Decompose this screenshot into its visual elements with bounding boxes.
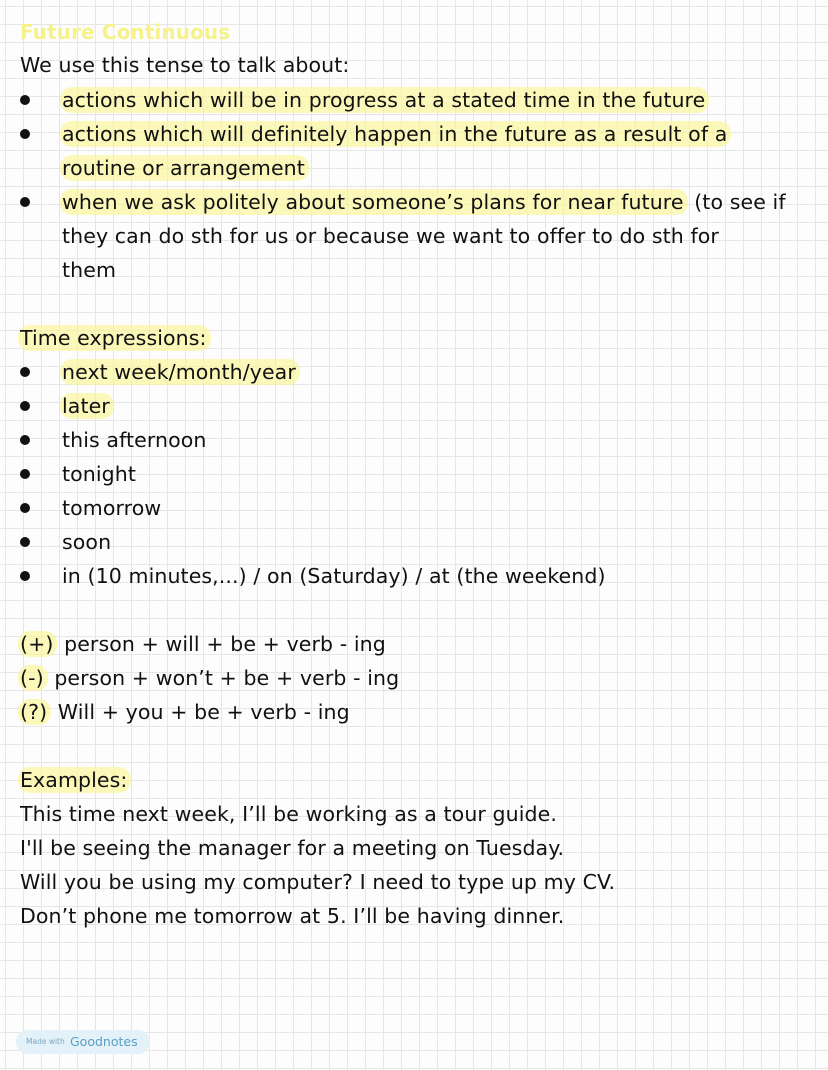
use-item-text: (to see if <box>687 190 786 214</box>
time-item: tonight <box>62 462 137 486</box>
form-negative <box>20 661 399 695</box>
use-item-continuation: they can do sth for us or because we want to offer to do sth for <box>62 224 719 248</box>
goodnotes-badge <box>16 1030 150 1054</box>
form-affirmative <box>20 627 386 661</box>
bullet-icon <box>20 503 30 513</box>
bullet-icon <box>20 129 30 139</box>
example-sentence: This time next week, I’ll be working as a tour guide. <box>20 802 557 826</box>
form-text: person + will + be + verb - ing <box>57 632 386 656</box>
form-text: person + won’t + be + verb - ing <box>47 666 400 690</box>
highlight: when we ask politely about someone’s plans for near future <box>60 189 688 215</box>
bullet-icon <box>20 197 30 207</box>
form-question <box>20 695 350 729</box>
use-item <box>62 185 786 219</box>
use-item <box>62 117 731 151</box>
bullet-icon <box>20 571 30 581</box>
time-item: tomorrow <box>62 496 162 520</box>
example-sentence: Don’t phone me tomorrow at 5. I’ll be having dinner. <box>20 904 565 928</box>
bullet-icon <box>20 537 30 547</box>
time-item: in (10 minutes,...) / on (Saturday) / at (the weekend) <box>62 564 606 588</box>
time-heading <box>20 321 211 355</box>
note-title: Future Continuous <box>20 20 231 44</box>
bullet-icon <box>20 95 30 105</box>
highlight: Examples: <box>18 767 131 793</box>
bullet-icon <box>20 435 30 445</box>
highlight: (+) <box>18 631 57 657</box>
highlight: (-) <box>18 665 48 691</box>
time-item <box>62 355 300 389</box>
use-item-continuation <box>62 151 309 185</box>
highlight: routine or arrangement <box>60 155 309 181</box>
examples-heading <box>20 763 131 797</box>
highlight: (?) <box>18 699 51 725</box>
bullet-icon <box>20 367 30 377</box>
highlight: later <box>60 393 114 419</box>
time-item <box>62 389 114 423</box>
intro-text: We use this tense to talk about: <box>20 53 350 77</box>
highlight: next week/month/year <box>60 359 300 385</box>
form-text: Will + you + be + verb - ing <box>51 700 350 724</box>
use-item <box>62 83 709 117</box>
example-sentence: I'll be seeing the manager for a meeting on Tuesday. <box>20 836 565 860</box>
highlight: Time expressions: <box>18 325 211 351</box>
highlight: actions which will be in progress at a stated time in the future <box>60 87 709 113</box>
use-item-continuation: them <box>62 258 117 282</box>
time-item: this afternoon <box>62 428 207 452</box>
bullet-icon <box>20 469 30 479</box>
example-sentence: Will you be using my computer? I need to type up my CV. <box>20 870 616 894</box>
made-with-label: Made with <box>26 1037 65 1046</box>
time-item: soon <box>62 530 112 554</box>
bullet-icon <box>20 401 30 411</box>
brand-label: Goodnotes <box>70 1034 138 1049</box>
highlight: actions which will definitely happen in the future as a result of a <box>60 121 731 147</box>
